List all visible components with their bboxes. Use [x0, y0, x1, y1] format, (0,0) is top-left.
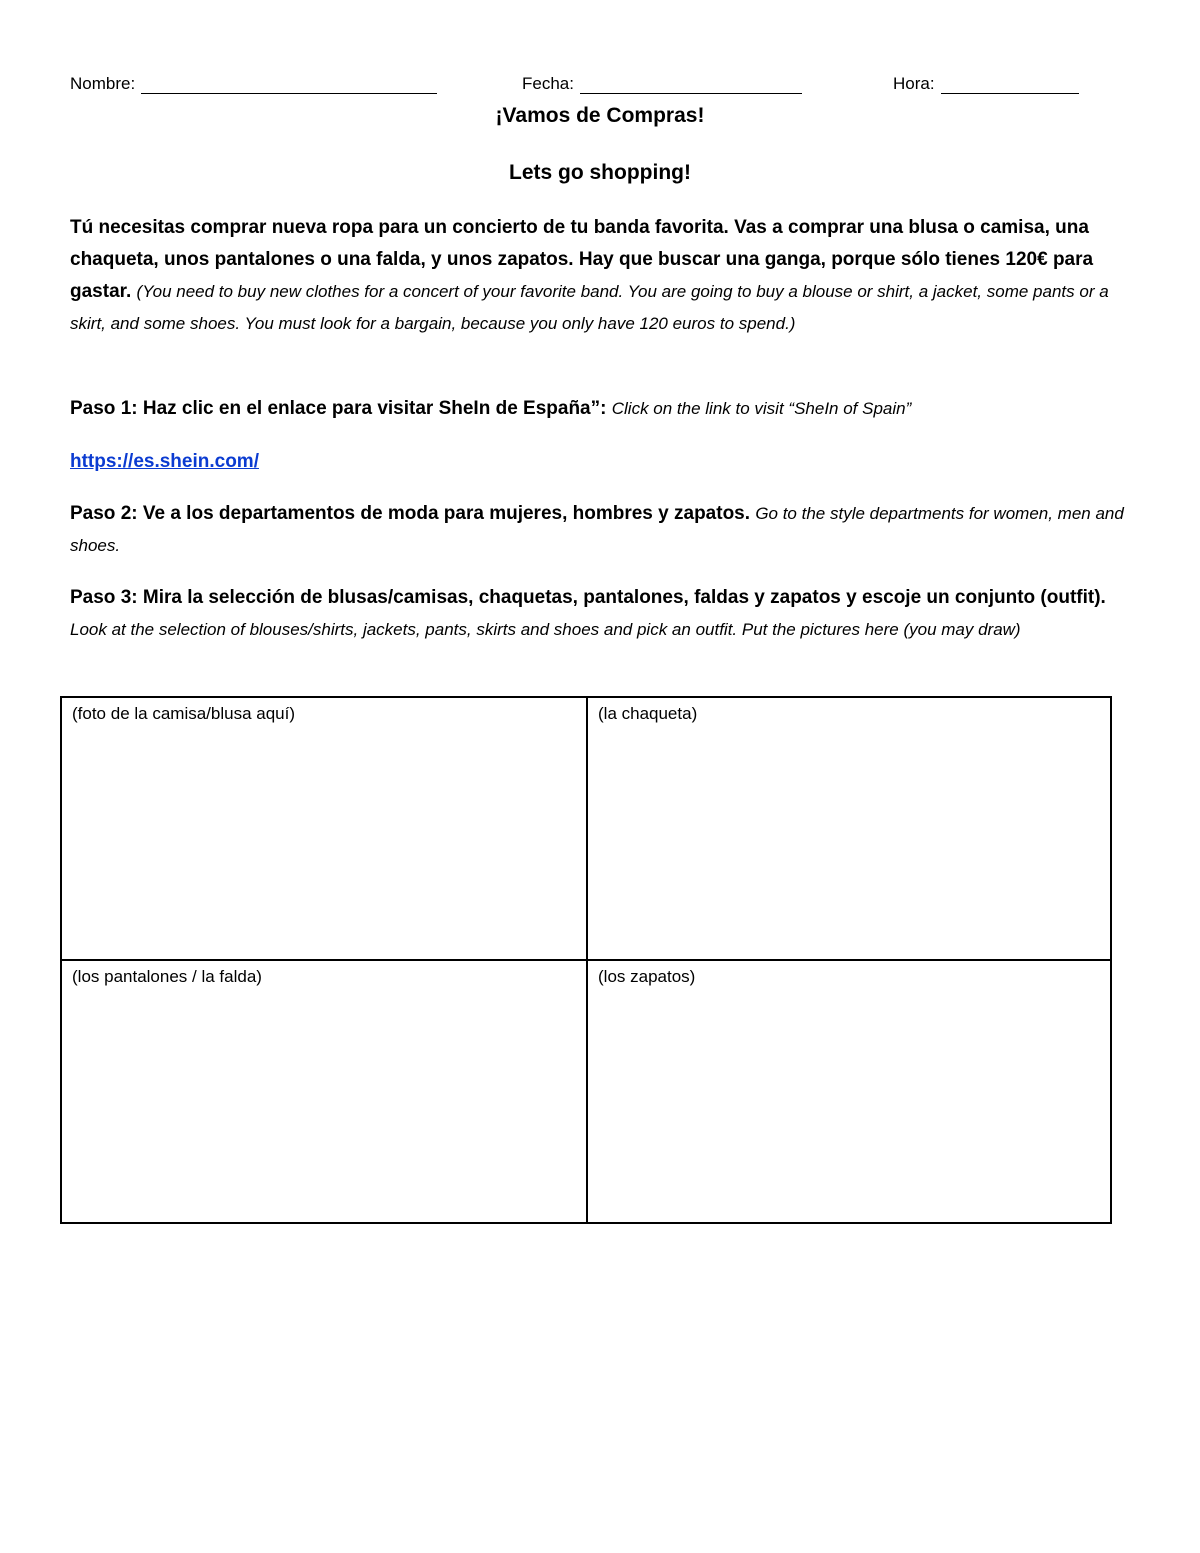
step-2-english: Go to the style departments for women, men and shoes.: [70, 504, 1124, 555]
date-field: [522, 74, 802, 94]
shoes-label: (los zapatos): [598, 967, 696, 986]
date-blank-line: [580, 75, 802, 94]
step-3: [70, 582, 1132, 646]
time-label: Hora:: [893, 74, 935, 93]
step-3-english: Look at the selection of blouses/shirts, jackets, pants, skirts and shoes and pick an outfit. Put the pictures here (you may draw): [70, 620, 1021, 639]
outfit-table: [60, 696, 1112, 1224]
time-field: [893, 74, 1079, 94]
step-3-spanish: Paso 3: Mira la selección de blusas/camisas, chaquetas, pantalones, faldas y zapatos y escoje un conjunto (outfit).: [70, 587, 1106, 608]
name-blank-line: [141, 75, 437, 94]
title-spanish: ¡Vamos de Compras!: [495, 104, 705, 127]
pants-skirt-box: [62, 961, 588, 1222]
step-1-english: Click on the link to visit “SheIn of Spain”: [611, 399, 912, 418]
title-english: Lets go shopping!: [509, 161, 691, 184]
step-2: [70, 498, 1132, 562]
step-1: [70, 393, 1132, 425]
intro-english: (You need to buy new clothes for a concert of your favorite band. You are going to buy a blouse or shirt, a jacket, some pants or a skirt, and some shoes. You must look for a bargain, because you only have 120 euros to spend.): [70, 282, 1109, 333]
date-label: Fecha:: [522, 74, 574, 93]
intro-spanish: Tú necesitas comprar nueva ropa para un concierto de tu banda favorita. Vas a comprar una blusa o camisa, una chaqueta, unos pantalones o una falda, y unos zapatos. Hay que buscar una ganga, porque sólo tienes 120€ para gastar.: [70, 217, 1094, 302]
intro-paragraph: [70, 212, 1132, 340]
name-field: [70, 74, 437, 94]
pants-skirt-label: (los pantalones / la falda): [72, 967, 262, 986]
header-fields: [70, 74, 1130, 100]
shein-link-row: [70, 446, 1132, 478]
time-blank-line: [941, 75, 1079, 94]
step-1-spanish: Paso 1: Haz clic en el enlace para visitar SheIn de España”:: [70, 398, 607, 419]
step-2-spanish: Paso 2: Ve a los departamentos de moda para mujeres, hombres y zapatos.: [70, 503, 751, 524]
jacket-label: (la chaqueta): [598, 704, 698, 723]
shoes-box: [588, 961, 1110, 1222]
name-label: Nombre:: [70, 74, 136, 93]
shirt-blouse-box: [62, 698, 588, 961]
shirt-blouse-label: (foto de la camisa/blusa aquí): [72, 704, 296, 723]
jacket-box: [588, 698, 1110, 961]
shein-link[interactable]: https://es.shein.com/: [70, 451, 259, 472]
